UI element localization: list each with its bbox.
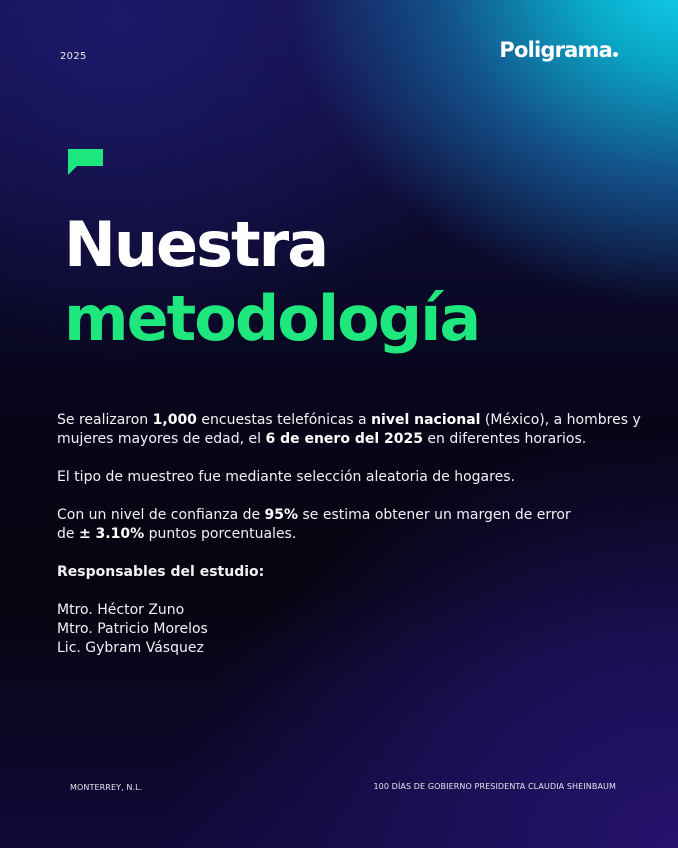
- year-label: 2025: [60, 51, 87, 62]
- speech-bubble-icon: [68, 149, 103, 175]
- responsable-item: Mtro. Héctor Zuno: [57, 602, 185, 618]
- headline-line-1: Nuestra: [64, 208, 328, 281]
- footer-campaign: 100 DÍAS DE GOBIERNO PRESIDENTA CLAUDIA SHEINBAUM: [373, 782, 616, 791]
- scope: nivel nacional: [371, 412, 481, 428]
- responsables-list: [57, 601, 647, 658]
- text: se estima obtener un margen de error: [298, 507, 571, 523]
- margin-of-error: ± 3.10%: [78, 526, 145, 542]
- responsable-item: Lic. Gybram Vásquez: [57, 640, 204, 656]
- paragraph-sampling: El tipo de muestreo fue mediante selección aleatoria de hogares.: [57, 469, 515, 485]
- methodology-body: [57, 411, 647, 658]
- logo-text: Poligrama: [499, 38, 612, 62]
- responsable-item: Mtro. Patricio Morelos: [57, 621, 208, 637]
- text: en diferentes horarios.: [422, 431, 587, 447]
- paragraph-sample: [57, 411, 647, 449]
- headline: [64, 208, 479, 356]
- logo-dot: [613, 52, 618, 57]
- poligrama-logo: [499, 38, 618, 62]
- survey-date: 6 de enero del 2025: [265, 431, 423, 447]
- text: (México), a hombres y mujeres mayores de edad, el: [57, 412, 641, 447]
- sample-size: 1,000: [152, 412, 197, 428]
- headline-line-2: metodología: [64, 282, 480, 355]
- text: Con un nivel de confianza de: [57, 507, 265, 523]
- confidence-level: 95%: [264, 507, 299, 523]
- text: Se realizaron: [57, 412, 153, 428]
- responsables-title: Responsables del estudio:: [57, 564, 265, 580]
- text: puntos porcentuales.: [144, 526, 297, 542]
- text: encuestas telefónicas a: [196, 412, 372, 428]
- footer-location: MONTERREY, N.L.: [70, 783, 143, 792]
- text: de: [57, 526, 79, 542]
- paragraph-confidence: [57, 506, 647, 544]
